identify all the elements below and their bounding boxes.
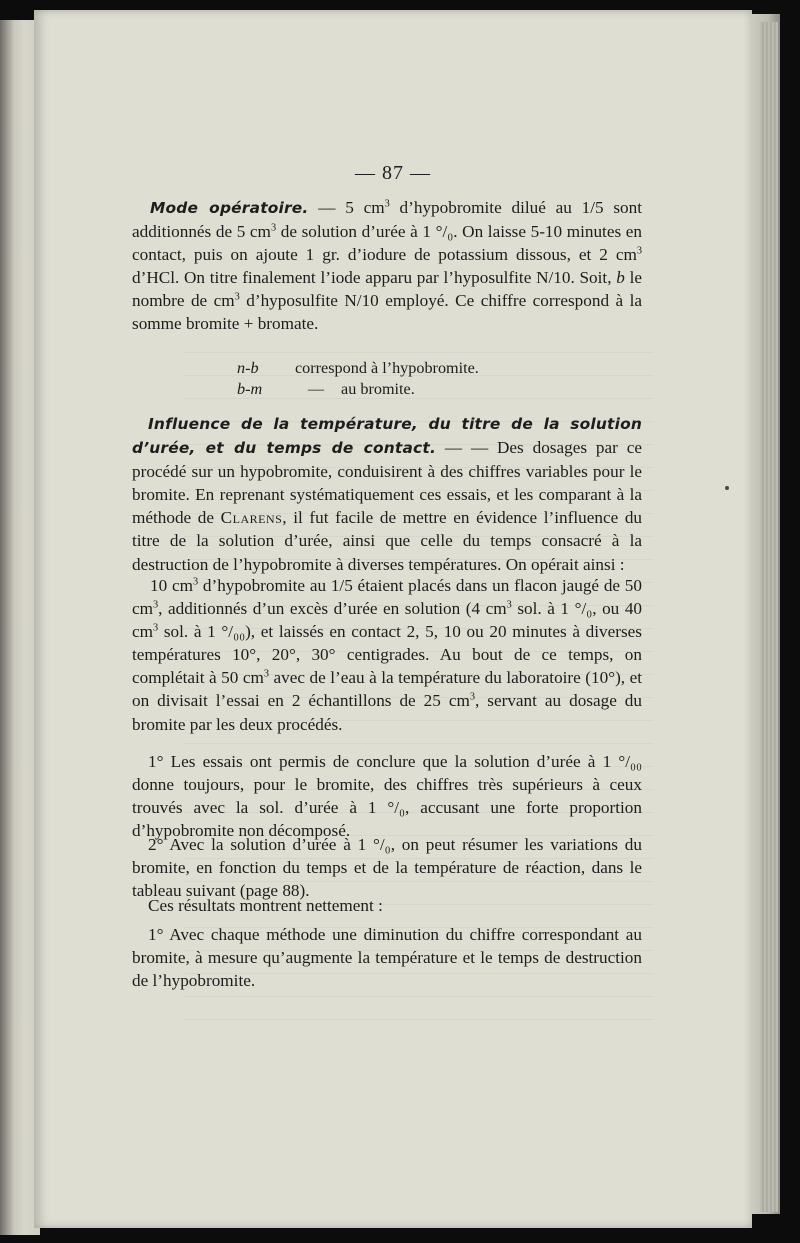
text-fragment: , on peut résumer les variations du bromite, en fonction du temps et de la température de réaction, dans le tableau suivant (page 88). <box>132 835 642 901</box>
text-fragment: d’HCl. On titre finalement l’iode apparu par l’hyposulfite N/10. Soit, <box>132 268 617 288</box>
percent-sign: °/₀ <box>373 835 391 854</box>
speck <box>725 486 729 490</box>
text-fragment: 1° Les essais ont permis de conclure que la solution d’urée à 1 <box>148 752 619 771</box>
text-fragment: le nombre de cm <box>132 268 642 311</box>
paragraph-point-2 <box>132 833 642 902</box>
formula-variable: n-b <box>237 359 259 377</box>
superscript: 3 <box>192 576 199 588</box>
heading-influence: Influence de la température, du titre de la solution d’urée, et du temps de contact. <box>132 415 642 458</box>
text-fragment: avec de l’eau à la température du laboratoire (10°), et on divisait l’essai en 2 échantillons de 25 cm <box>132 668 642 711</box>
formula-text: correspond à l’hypobromite. <box>295 359 479 377</box>
page-number: — 87 — <box>355 162 431 184</box>
text-fragment: , accusant une forte proportion d’hypobromite non décomposé. <box>132 798 642 841</box>
text-fragment: ), et laissés en contact 2, 5, 10 ou 20 minutes à diverses températures 10°, 20°, 30° centigrades. Au bout de ce temps, on complétait à 50 cm <box>132 622 642 688</box>
superscript: 3 <box>153 599 159 611</box>
percent-sign: °/₀ <box>574 599 593 619</box>
paragraph-influence <box>132 412 642 576</box>
paragraph-mode-operatoire <box>132 196 642 336</box>
superscript: 3 <box>506 599 512 611</box>
permille-sign: °/₀₀ <box>221 622 246 642</box>
text-fragment: Des dosages par ce procédé sur un hypobromite, conduisirent à des chiffres variables pour le bromite. En reprenant systématiquement ces essais, et les comparant à la méthode de <box>132 438 642 528</box>
text-fragment: 10 cm <box>150 576 193 595</box>
percent-sign: °/₀ <box>435 222 454 242</box>
paragraph-result-1: 1° Avec chaque méthode une diminution du chiffre correspondant au bromite, à mesure qu’augmente la température et le temps de destruction de l’hypobromite. <box>132 925 642 991</box>
author-name: Clarens <box>220 508 283 528</box>
formula-text: au bromite. <box>341 380 415 398</box>
paragraph-point-1 <box>132 750 642 842</box>
permille-sign: °/₀₀ <box>618 752 642 771</box>
text-fragment: , additionnés d’un excès d’urée en solution (4 cm <box>158 599 507 619</box>
text-fragment: . On laisse 5-10 minutes en contact, puis on ajoute 1 gr. d’iodure de potassium dissous, et 2 cm <box>132 222 642 265</box>
text-fragment: d’hypobromite dilué au 1/5 sont additionnés de 5 cm <box>132 198 643 242</box>
text-fragment: sol. à 1 <box>158 622 222 642</box>
dash: — <box>308 198 346 217</box>
text-fragment: , servant au dosage du bromite par les deux procédés. <box>132 691 642 734</box>
dash: — — <box>436 438 498 458</box>
superscript: 3 <box>153 622 159 634</box>
superscript: 3 <box>469 691 475 703</box>
percent-sign: °/₀ <box>387 798 406 818</box>
heading-mode-operatoire: Mode opératoire. <box>150 199 309 217</box>
page-stack-lines <box>760 22 778 1212</box>
formula-dash: — <box>307 380 325 398</box>
superscript: 3 <box>384 198 390 210</box>
text-fragment: , il fut facile de mettre en évidence l’influence du titre de la solution d’urée, ainsi que celle du temps consacré à la destruction de l’hypobromite à diverses températures. On opérait ainsi : <box>132 508 643 574</box>
superscript: 3 <box>263 668 270 680</box>
variable-b: b <box>616 268 625 288</box>
text-fragment: de solution d’urée à 1 <box>276 222 436 242</box>
formula-variable: b-m <box>237 380 263 398</box>
text-fragment: d’hypobromite au 1/5 étaient placés dans un flacon jaugé de 50 cm <box>132 576 642 619</box>
text-fragment: d’hyposulfite N/10 employé. Ce chiffre correspond à la somme bromite + bromate. <box>132 291 642 334</box>
superscript: 3 <box>234 291 240 303</box>
text-fragment: donne toujours, pour le bromite, des chiffres très supérieurs à ceux trouvés avec la sol. d’urée à 1 <box>132 775 642 818</box>
book-page <box>34 10 752 1228</box>
paragraph-protocol <box>132 574 642 736</box>
text-fragment: 2° Avec la solution d’urée à 1 <box>148 835 374 854</box>
superscript: 3 <box>270 222 277 234</box>
formula-line-1 <box>237 358 479 379</box>
formula-line-2 <box>237 379 415 400</box>
paragraph-results-intro: Ces résultats montrent nettement : <box>148 896 383 915</box>
text-fragment: sol. à 1 <box>511 599 575 619</box>
text-fragment: 5 cm <box>345 198 385 217</box>
text-fragment: , ou 40 cm <box>132 599 643 642</box>
superscript: 3 <box>636 245 642 257</box>
